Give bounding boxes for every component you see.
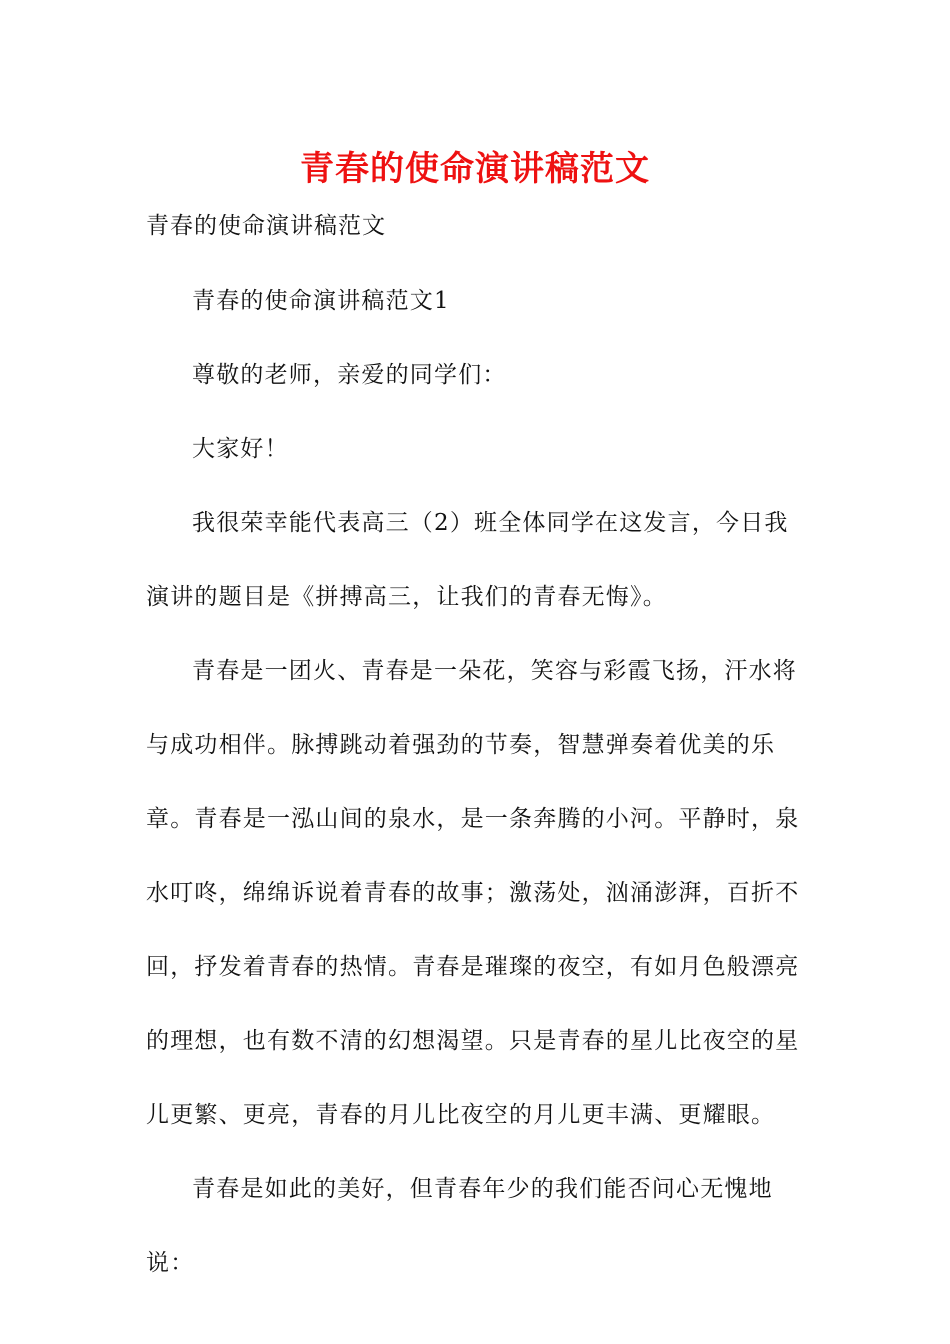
document-title: 青春的使命演讲稿范文 [300, 149, 650, 189]
paragraph-question: 青春是如此的美好，但青春年少的我们能否问心无愧地说： [146, 1176, 773, 1276]
document-body [146, 264, 806, 1300]
paragraph-heading: 青春的使命演讲稿范文1 [192, 288, 450, 314]
paragraph-salutation: 尊敬的老师，亲爱的同学们： [192, 362, 507, 388]
paragraph-youth-description: 青春是一团火、青春是一朵花，笑容与彩霞飞扬，汗水将与成功相伴。脉搏跳动着强劲的节奏，智慧弹奏着优美的乐章。青春是一泓山间的泉水，是一条奔腾的小河。平静时，泉水叮咚，绵绵诉说着青春的故事；激荡处，汹涌澎湃，百折不回，抒发着青春的热情。青春是璀璨的夜空，有如月色般漂亮的理想，也有数不清的幻想渴望。只是青春的星儿比夜空的星儿更繁、更亮，青春的月儿比夜空的月儿更丰满、更耀眼。 [146, 658, 800, 1128]
paragraph-greeting: 大家好！ [192, 436, 289, 462]
document-subtitle: 青春的使命演讲稿范文 [146, 213, 386, 239]
paragraph-intro: 我很荣幸能代表高三（2）班全体同学在这发言，今日我演讲的题目是《拼搏高三，让我们的青春无悔》。 [146, 510, 789, 610]
